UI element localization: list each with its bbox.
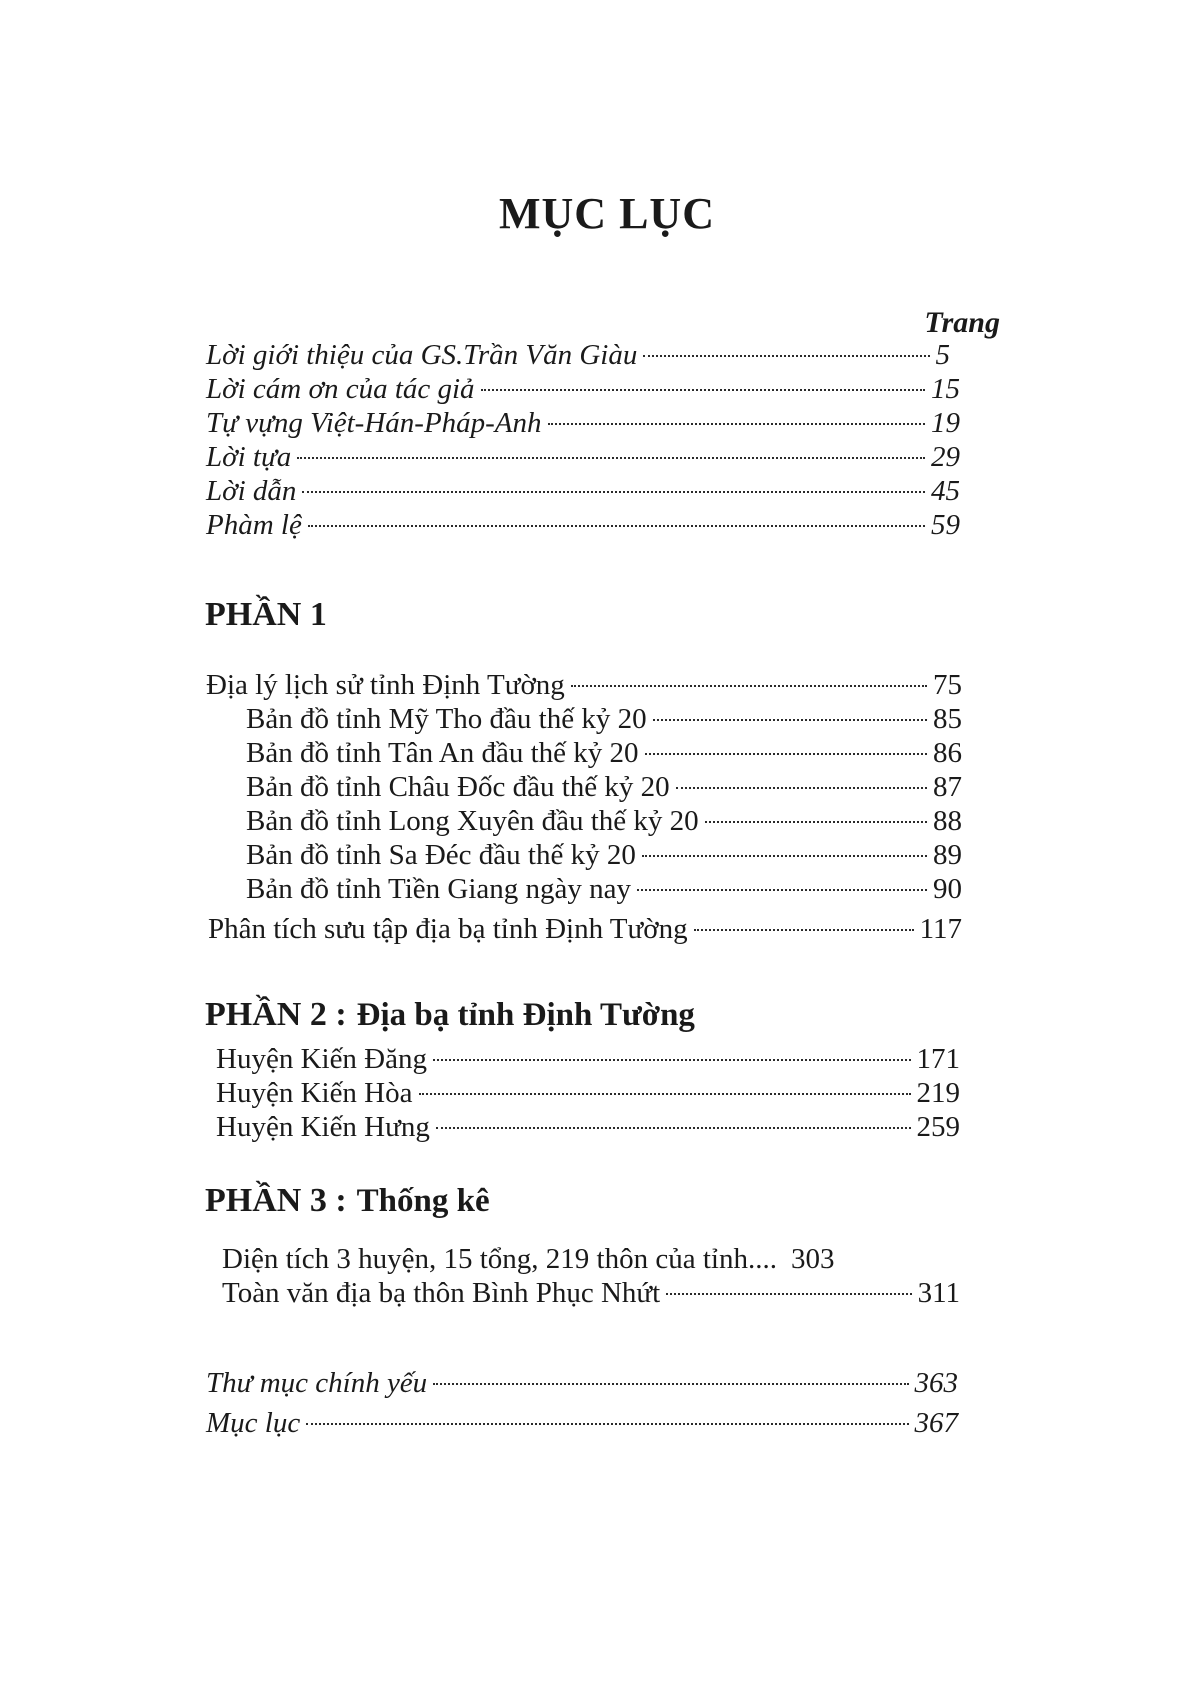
dot-leader <box>302 491 925 493</box>
toc-entry[interactable] <box>246 736 962 770</box>
toc-entry[interactable] <box>206 508 960 542</box>
toc-entry[interactable] <box>206 372 960 406</box>
entry-label: Toàn văn địa bạ thôn Bình Phục Nhứt <box>222 1277 661 1309</box>
dot-leader <box>433 1383 908 1385</box>
entry-label: Lời giới thiệu của GS.Trần Văn Giàu <box>206 339 638 371</box>
entry-label: Thư mục chính yếu <box>206 1367 428 1399</box>
toc-entry[interactable] <box>206 1406 958 1440</box>
toc-entry[interactable] <box>216 1042 960 1076</box>
entry-label: Huyện Kiến Đăng <box>216 1043 428 1075</box>
entry-label: Huyện Kiến Hưng <box>216 1111 430 1143</box>
dot-leader <box>645 753 927 755</box>
dot-leader <box>637 889 927 891</box>
entry-label: Bản đồ tỉnh Sa Đéc đầu thế kỷ 20 <box>246 839 636 871</box>
entry-label: Bản đồ tỉnh Mỹ Tho đầu thế kỷ 20 <box>246 703 647 735</box>
toc-entry[interactable] <box>216 1110 960 1144</box>
entry-label: Mục lục <box>206 1407 301 1439</box>
toc-entry[interactable] <box>206 668 962 702</box>
entry-page: 45 <box>931 475 960 507</box>
part-3-heading <box>205 1182 490 1220</box>
toc-entry[interactable] <box>216 1076 960 1110</box>
page-column-header: Trang <box>924 306 1000 339</box>
entry-page: 75 <box>933 669 962 701</box>
dot-leader <box>308 525 925 527</box>
entry-label: Phàm lệ <box>206 509 302 541</box>
dot-leader <box>705 821 927 823</box>
toc-entry[interactable] <box>206 1366 958 1400</box>
dot-leader <box>643 355 929 357</box>
dot-leader <box>694 929 914 931</box>
entry-page: 219 <box>916 1077 960 1109</box>
toc-entry[interactable] <box>206 338 950 372</box>
dot-leader <box>548 423 925 425</box>
entry-page: 363 <box>914 1367 958 1399</box>
entry-page: 117 <box>919 913 962 945</box>
page-title: MỤC LỤC <box>499 189 715 238</box>
part-subtitle: Địa bạ tỉnh Định Tường <box>356 997 695 1033</box>
entry-label: Lời tựa <box>206 441 292 473</box>
dot-leader <box>666 1293 911 1295</box>
part-2-heading <box>205 996 695 1034</box>
entry-page: 29 <box>931 441 960 473</box>
part-subtitle: Thống kê <box>356 1183 490 1219</box>
entry-page: 88 <box>933 805 962 837</box>
part-label: PHẦN 1 <box>205 596 327 633</box>
entry-label: Phân tích sưu tập địa bạ tỉnh Định Tường <box>208 913 688 945</box>
toc-entry[interactable] <box>206 474 960 508</box>
toc-entry[interactable] <box>208 912 962 946</box>
entry-label: Huyện Kiến Hòa <box>216 1077 413 1109</box>
entry-label: Bản đồ tỉnh Châu Đốc đầu thế kỷ 20 <box>246 771 670 803</box>
dot-leader <box>297 457 925 459</box>
entry-label: Lời dẫn <box>206 475 297 507</box>
toc-entry[interactable] <box>246 872 962 906</box>
dot-leader <box>676 787 927 789</box>
entry-label: Bản đồ tỉnh Long Xuyên đầu thế kỷ 20 <box>246 805 699 837</box>
entry-label: Tự vựng Việt-Hán-Pháp-Anh <box>206 407 542 439</box>
entry-page: 5 <box>935 339 950 371</box>
dot-leader <box>653 719 927 721</box>
dot-leader <box>436 1127 911 1129</box>
entry-page: 259 <box>916 1111 960 1143</box>
toc-entry[interactable] <box>222 1276 960 1310</box>
toc-entry[interactable] <box>246 838 962 872</box>
part-label: PHẦN 3 : <box>205 1182 347 1219</box>
entry-page: 367 <box>914 1407 958 1439</box>
dot-leader <box>642 855 927 857</box>
toc-entry[interactable] <box>246 702 962 736</box>
part-1-heading <box>205 596 327 634</box>
dot-leader <box>481 389 925 391</box>
dot-leader <box>306 1423 908 1425</box>
entry-page: 90 <box>933 873 962 905</box>
toc-entry[interactable] <box>206 406 960 440</box>
entry-page: 311 <box>917 1277 960 1309</box>
entry-page: 59 <box>931 509 960 541</box>
entry-label: Diện tích 3 huyện, 15 tổng, 219 thôn của tỉnh.... <box>222 1243 777 1275</box>
entry-label: Bản đồ tỉnh Tân An đầu thế kỷ 20 <box>246 737 639 769</box>
entry-label: Địa lý lịch sử tỉnh Định Tường <box>206 669 565 701</box>
entry-label: Bản đồ tỉnh Tiền Giang ngày nay <box>246 873 632 905</box>
dot-leader <box>433 1059 910 1061</box>
entry-label: Lời cám ơn của tác giả <box>206 373 475 405</box>
dot-leader <box>419 1093 911 1095</box>
entry-page: 303 <box>790 1243 835 1275</box>
entry-page: 15 <box>931 373 960 405</box>
toc-entry[interactable] <box>246 804 962 838</box>
toc-entry[interactable] <box>206 440 960 474</box>
entry-page: 87 <box>933 771 962 803</box>
toc-entry[interactable] <box>222 1242 960 1276</box>
entry-page: 85 <box>933 703 962 735</box>
entry-page: 19 <box>931 407 960 439</box>
dot-leader <box>571 685 927 687</box>
entry-page: 89 <box>933 839 962 871</box>
entry-page: 86 <box>933 737 962 769</box>
part-label: PHẦN 2 : <box>205 996 347 1033</box>
toc-entry[interactable] <box>246 770 962 804</box>
entry-page: 171 <box>916 1043 960 1075</box>
